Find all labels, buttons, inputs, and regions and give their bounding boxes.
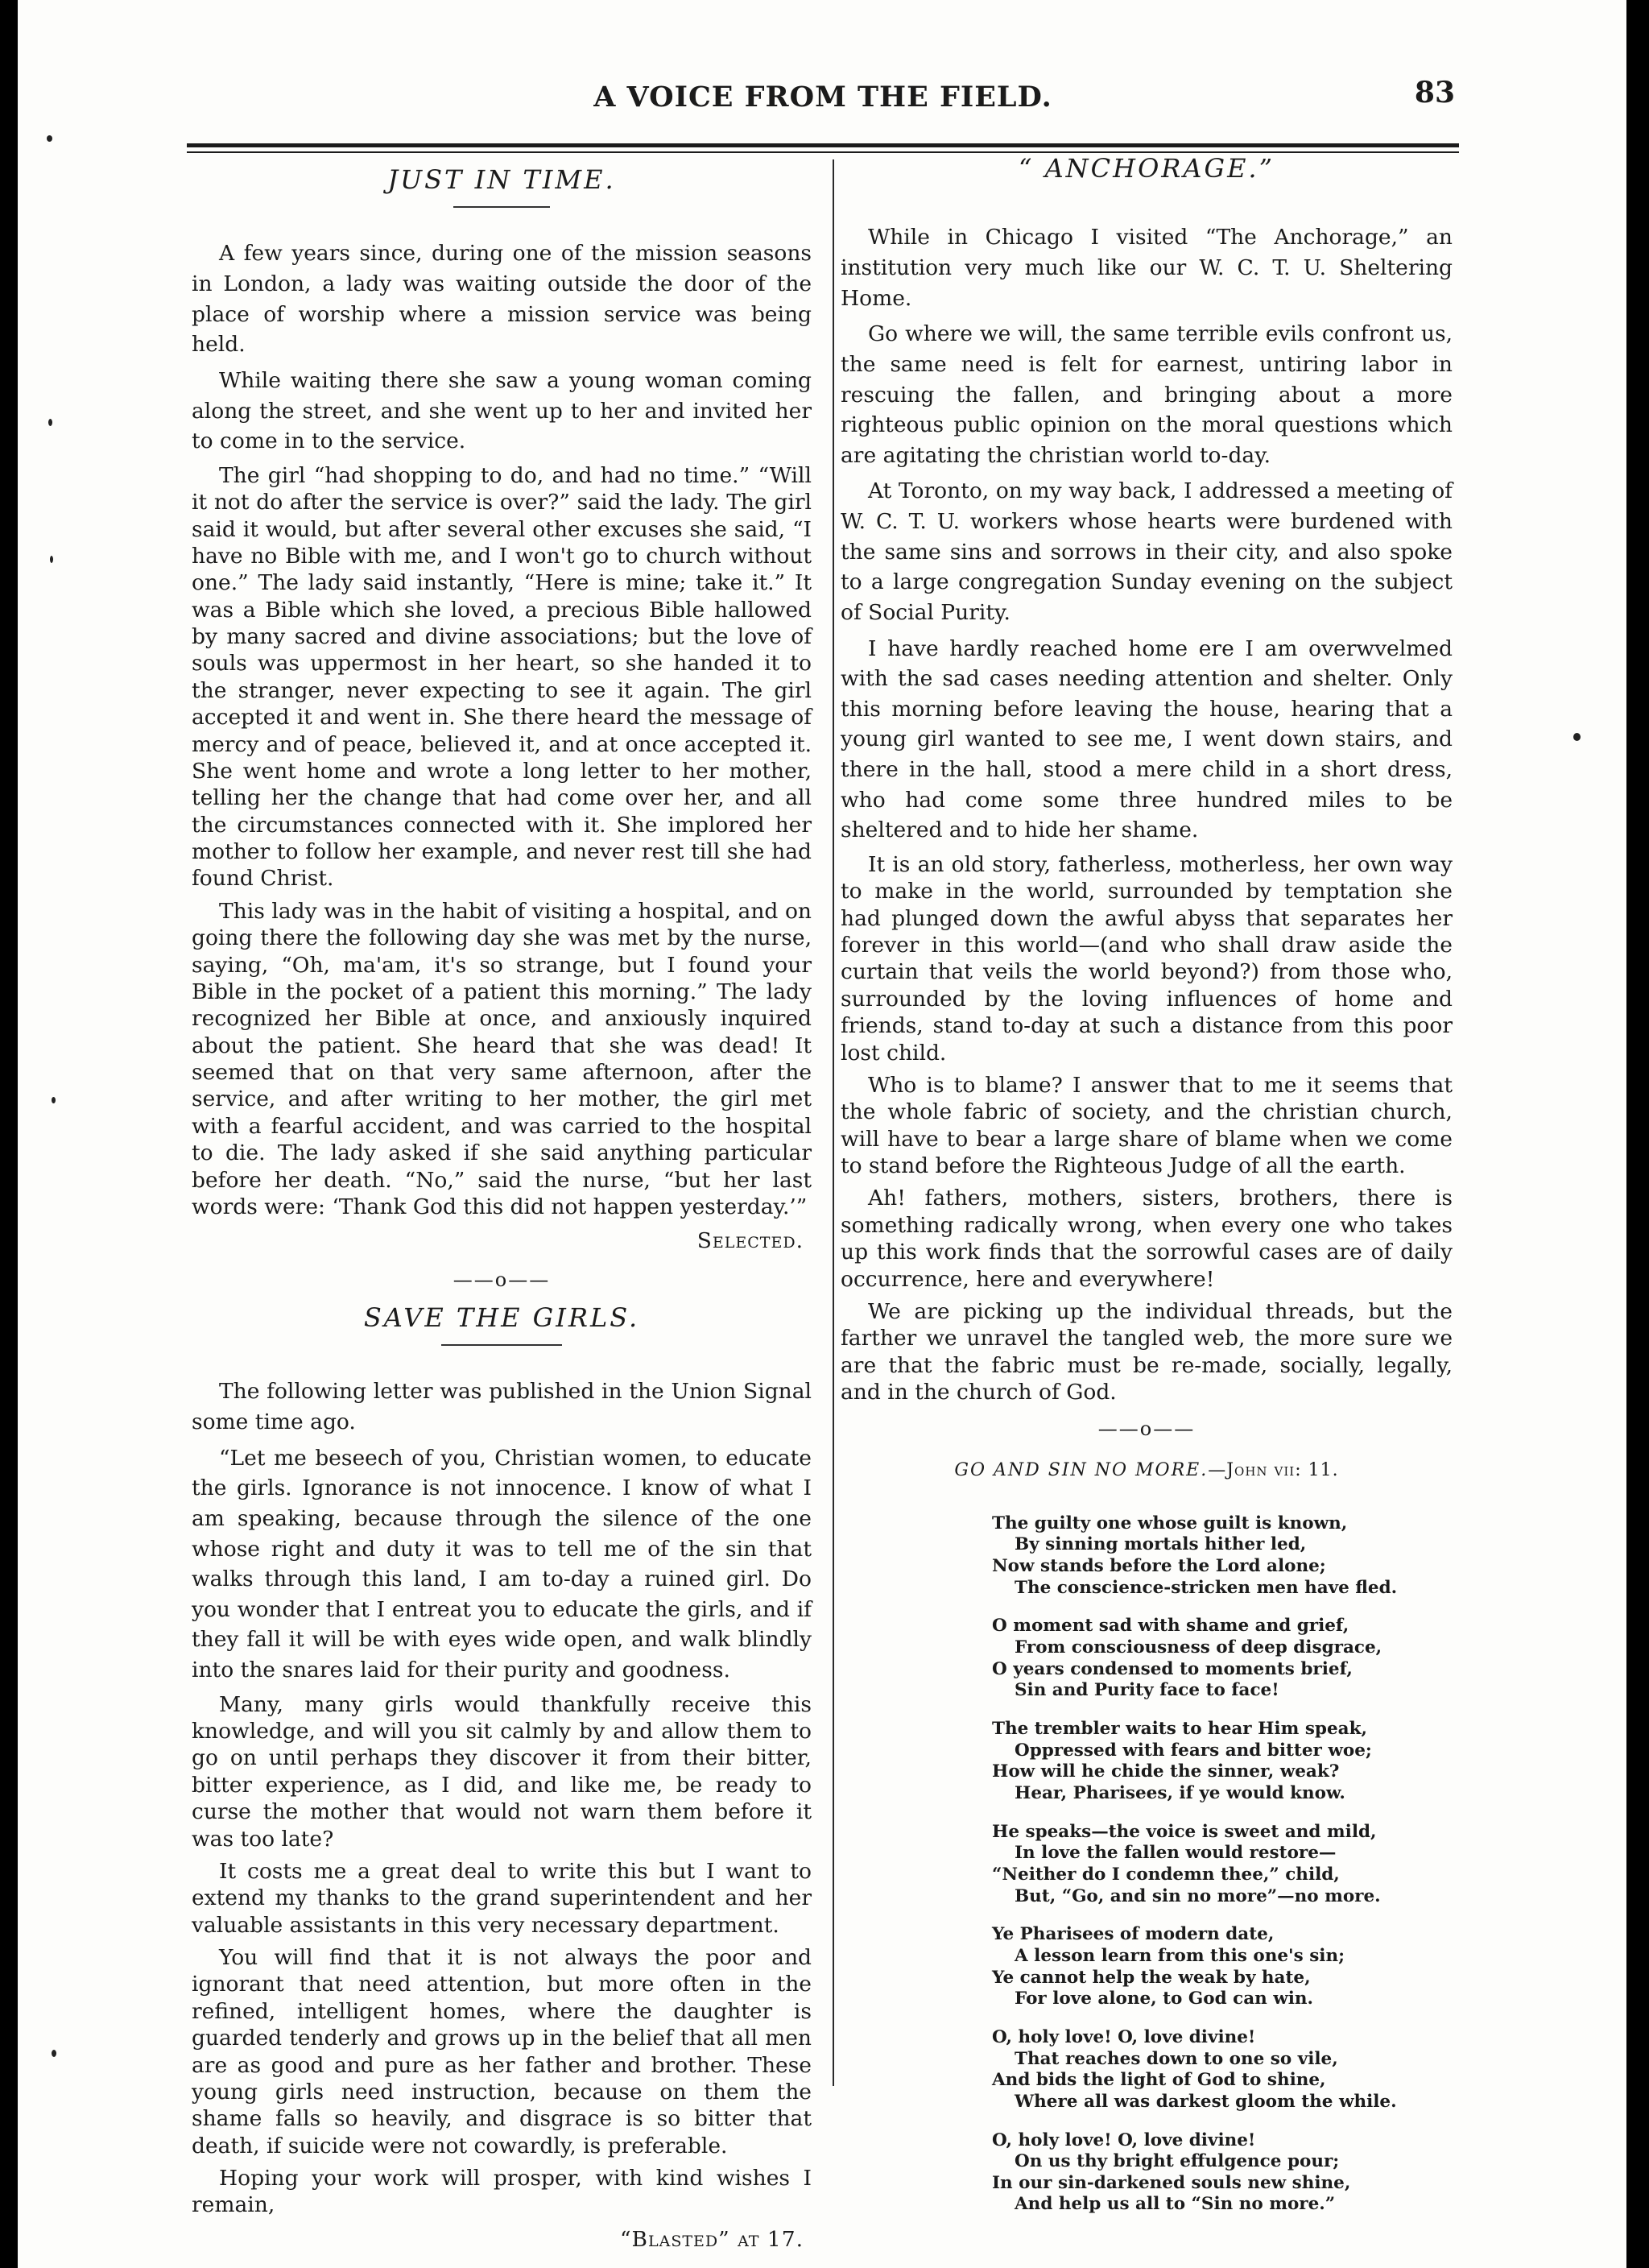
poem-line: But, “Go, and sin no more”—no more. [1015,1885,1381,1906]
poem-line: For love alone, to God can win. [1015,1989,1314,2009]
column-divider [833,159,834,2086]
right-column [841,153,1453,2233]
article-paragraph: At Toronto, on my way back, I addressed a meeting of W. C. T. U. workers whose hearts were burdened with the same sins and sorrows in their city, and also spoke to a large congregation Sunday evening on the subject of Social Purity. [841,478,1453,625]
article-paragraph: Who is to blame? I answer that to me it seems that the whole fabric of society, and the christian church, will have to bear a large share of blame when we come to stand before the Righteous Judge of all the earth. [841,1072,1453,1179]
poem-line: “Neither do I condemn thee,” child, [992,1864,1340,1885]
page-number: 83 [1414,76,1455,110]
margin-speck [47,135,52,142]
poem-heading [841,1458,1453,1483]
article-paragraph: Ah! fathers, mothers, sisters, brothers, there is something radically wrong, when every one who takes up this work finds that the sorrowful cases are of daily occurrence, here and everywhere! [841,1186,1453,1292]
article-paragraph: Go where we will, the same terrible evils confront us, the same need is felt for earnest, untiring labor in rescuing the fallen, and bringing about a more righteous public opinion on the moral questions which are agitating the christian world to-day. [841,321,1453,468]
poem-line: In our sin-darkened souls new shine, [992,2172,1351,2193]
poem-stanza [992,1822,1453,1908]
poem-line: O, holy love! O, love divine! [992,2129,1256,2150]
article-title-just-in-time: JUST IN TIME. [387,164,616,195]
poem-line: From consciousness of deep disgrace, [1015,1637,1382,1658]
poem-line: O, holy love! O, love divine! [992,2026,1256,2047]
margin-speck [52,1097,56,1103]
article-signature: “Blasted” at 17. [619,2226,804,2252]
poem-line: The conscience-stricken men have fled. [1015,1577,1398,1598]
margin-speck [50,556,53,563]
poem-line: And bids the light of God to shine, [992,2070,1326,2091]
poem-line: He speaks—the voice is sweet and mild, [992,1821,1377,1842]
article-paragraph: It costs me a great deal to write this but I want to extend my thanks to the grand superintendent and her valuable assistants in this very necessary department. [192,1858,812,1938]
article-paragraph: While in Chicago I visited “The Anchorage,” an institution very much like our W. C. T. U. Sheltering Home. [841,225,1453,311]
poem-stanza [992,2130,1453,2216]
article-paragraph: The following letter was published in the Union Signal some time ago. [192,1379,812,1435]
article-paragraph: We are picking up the individual threads, but the farther we unravel the tangled web, the more sure we are that the fabric must be re-made, socially, legally, and in the church of God. [841,1298,1453,1405]
poem-line: And help us all to “Sin no more.” [1015,2194,1336,2215]
article-title-anchorage: “ ANCHORAGE.” [1019,153,1275,184]
poem-stanza [992,1719,1453,1805]
poem-line: A lesson learn from this one's sin; [1015,1945,1345,1966]
running-head: A VOICE FROM THE FIELD. [593,81,1052,114]
poem-title: GO AND SIN NO MORE. [954,1459,1209,1480]
poem-line: By sinning mortals hither led, [1015,1534,1307,1555]
margin-speck [48,419,52,426]
poem [992,1513,1453,2216]
poem-line: That reaches down to one so vile, [1015,2048,1338,2069]
article-paragraph: I have hardly reached home ere I am overwvelmed with the sad cases needing attention and shelter. Only this morning before leaving the house, hearing that a young girl wanted to see me, I went down stairs, and there in the hall, stood a mere child in a short dress, who had come some three hundred miles to be sheltered and to hide her shame. [841,635,1453,843]
scripture-reference: —John vii: 11. [1208,1459,1339,1480]
section-separator: ——o—— [1097,1418,1196,1441]
article-paragraph: It is an old story, fatherless, motherless, her own way to make in the world, surrounded by temptation she had plunged down the awful abyss that separates her forever in this world—(and who shall draw aside the curtain that veils the world beyond?) from those who, surrounded by the loving influences of home and friends, stand to-day at such a distance from this poor lost child. [841,851,1453,1066]
poem-line: Oppressed with fears and bitter woe; [1015,1740,1372,1761]
article-title-save-the-girls: SAVE THE GIRLS. [363,1302,640,1334]
article-paragraph: “Let me beseech of you, Christian women, to educate the girls. Ignorance is not innocence. I know of what I am speaking, because through the silence of the one whose right and duty it was to tell me of the sin that walks through this land, I am to-day a ruined girl. Do you wonder that I entreat you to educate the girls, and if they fall it will be with eyes wide open, and walk blindly into the snares laid for their purity and goodness. [192,1445,812,1683]
article-paragraph: You will find that it is not always the poor and ignorant that need attention, but more often in the refined, intelligent homes, where the daughter is guarded tenderly and grows up in the belief that all men are as good and pure as her father and brother. These young girls need instruction, because on them the shame falls so heavily, and disgrace is so bitter that death, if suicide were not cowardly, is preferable. [192,1945,812,2158]
article-signature: Selected. [696,1228,804,1254]
poem-line: O years condensed to moments brief, [992,1658,1353,1679]
page-header [191,76,1455,129]
article-paragraph: The girl “had shopping to do, and had no time.” “Will it not do after the service is over?” said the lady. The girl said it would, but after several other excuses she said, “I have no Bible with me, and I won't go to church without one.” The lady said instantly, “Here is mine; take it.” It was a Bible which she loved, a precious Bible hallowed by many sacred and divine associations; but the love of souls was uppermost in her heart, so she handed it to the stranger, never expecting to see it again. The girl accepted it and went in. She there heard the message of mercy and of peace, believed it, and at once accepted it. She went home and wrote a long letter to her mother, telling her the change that had come over her, and all the circumstances connected with it. She implored her mother to follow her example, and never rest till she had found Christ. [192,462,812,892]
poem-line: The guilty one whose guilt is known, [992,1513,1348,1533]
poem-stanza [992,1513,1453,1600]
title-underline [453,206,550,208]
poem-line: On us thy bright effulgence pour; [1015,2151,1340,2172]
poem-line: Hear, Pharisees, if ye would know. [1015,1782,1345,1803]
article-paragraph: This lady was in the habit of visiting a hospital, and on going there the following day she was met by the nurse, saying, “Oh, ma'am, it's so strange, but I found your Bible in the pocket of a patient this morning.” The lady recognized her Bible at once, and anxiously inquired about the patient. She heard that she was dead! It seemed that on that very same afternoon, after the service, and after writing to her mother, the girl met with a fearful accident, and was carried to the hospital to die. The lady asked if she said anything particular before her death. “No,” said the nurse, “but her last words were: ‘Thank God this did not happen yesterday.’” [192,898,812,1219]
poem-line: Where all was darkest gloom the while. [1015,2091,1397,2112]
poem-stanza [992,2027,1453,2113]
poem-line: Sin and Purity face to face! [1015,1680,1279,1701]
article-paragraph: Many, many girls would thankfully receive this knowledge, and will you sit calmly by and allow them to go on until perhaps they discover it from their bitter, bitter experience, as I did, and like me, be ready to curse the mother that would not warn them before it was too late? [192,1691,812,1852]
article-paragraph: While waiting there she saw a young woman coming along the street, and she went up to her and invited her to come in to the service. [192,367,812,454]
header-rule-thick [187,143,1459,147]
margin-speck [52,2050,56,2057]
poem-stanza [992,1924,1453,2010]
section-separator: ——o—— [453,1268,551,1291]
poem-line: How will he chide the sinner, weak? [992,1761,1340,1782]
scanned-page [18,0,1626,2268]
margin-speck [1573,733,1581,741]
poem-stanza [992,1616,1453,1702]
poem-line: Ye Pharisees of modern date, [992,1924,1275,1945]
left-column [192,157,812,2264]
article-paragraph: Hoping your work will prosper, with kind wishes I remain, [192,2166,812,2218]
poem-line: Now stands before the Lord alone; [992,1556,1326,1577]
poem-line: In love the fallen would restore— [1015,1843,1337,1864]
article-paragraph: A few years since, during one of the mission seasons in London, a lady was waiting outside the door of the place of worship where a mission service was being held. [192,241,812,358]
poem-line: The trembler waits to hear Him speak, [992,1719,1367,1739]
title-underline [441,1344,562,1346]
poem-line: O moment sad with shame and grief, [992,1616,1349,1637]
poem-line: Ye cannot help the weak by hate, [992,1967,1311,1988]
